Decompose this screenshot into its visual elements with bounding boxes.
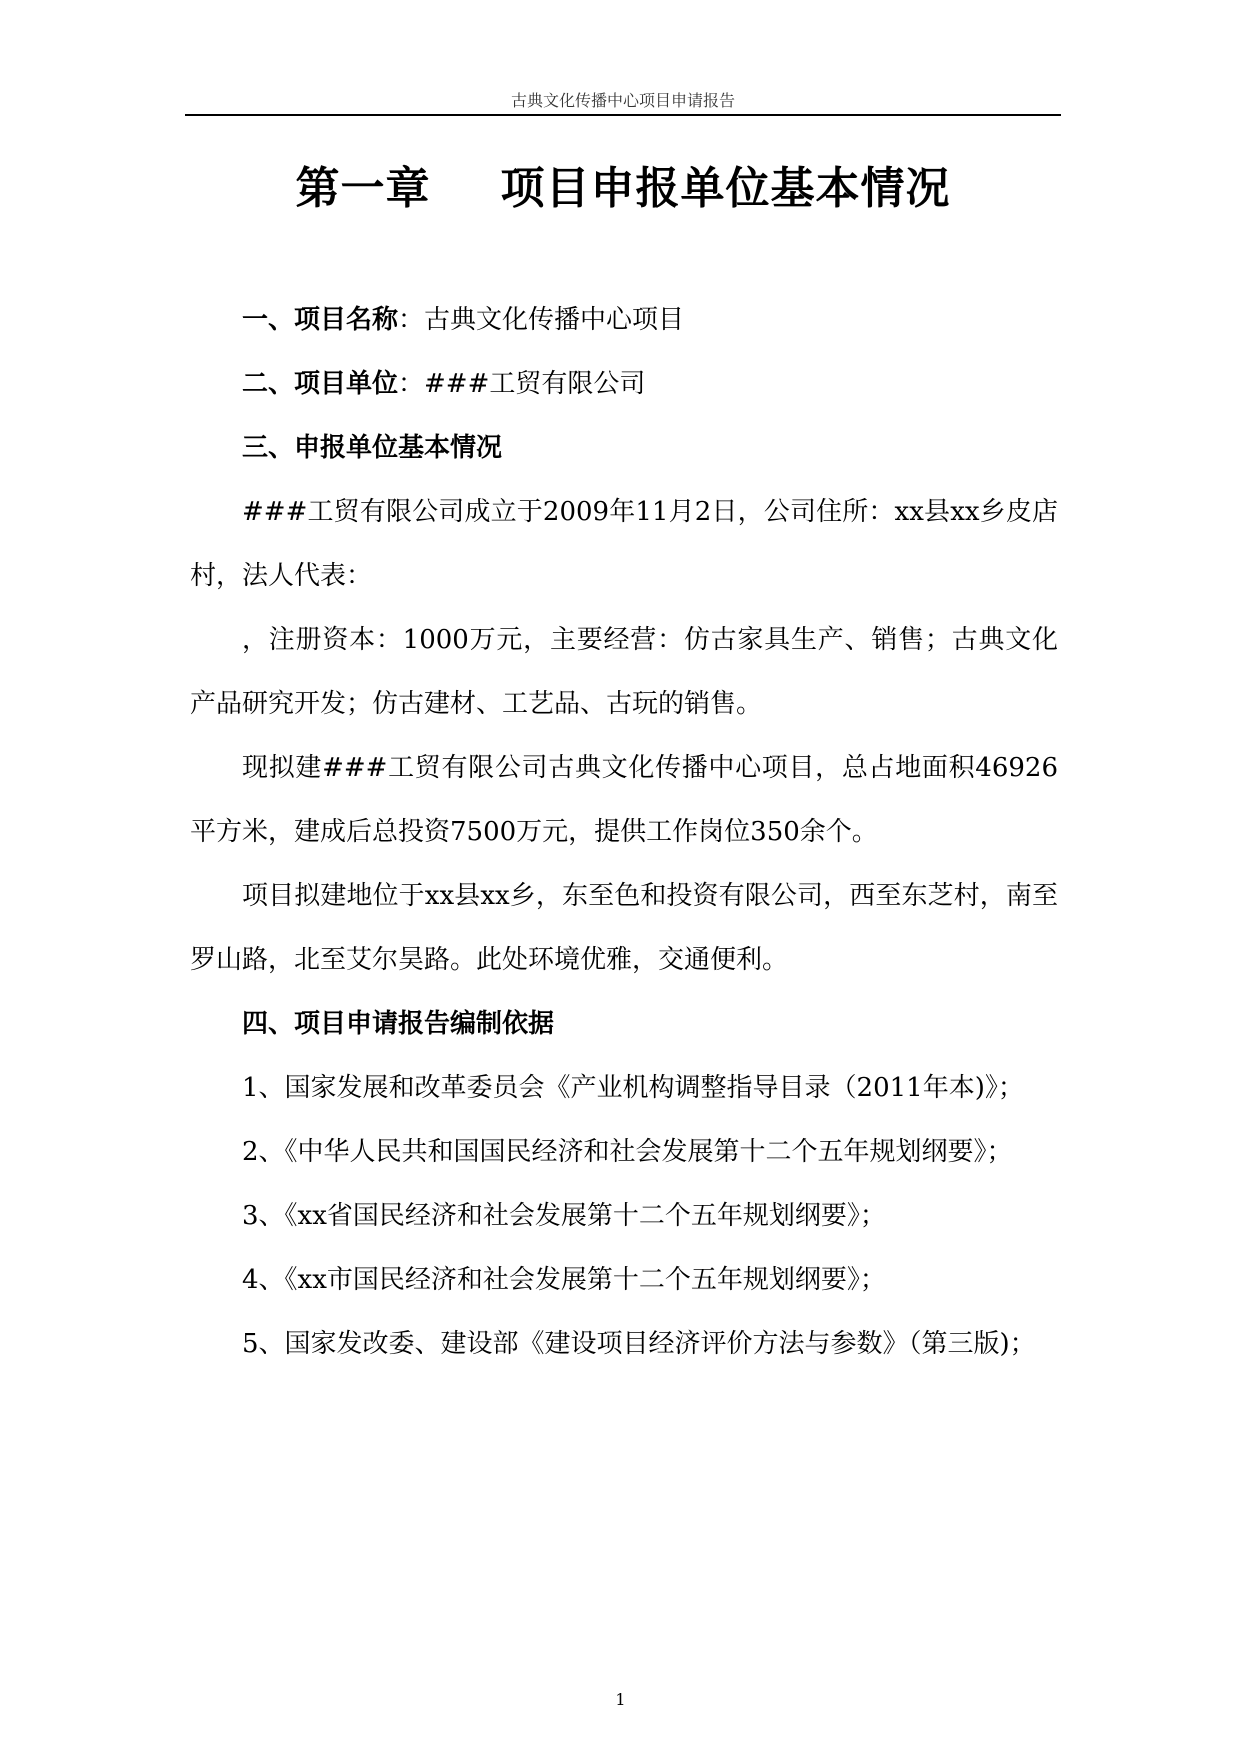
basis-item: 2、《中华人民共和国国民经济和社会发展第十二个五年规划纲要》； <box>242 1137 1013 1167</box>
project-unit-label: 二、项目单位 <box>242 369 399 399</box>
header-divider <box>185 114 1061 116</box>
page-number: 1 <box>615 1690 626 1709</box>
applicant-section-heading <box>190 416 1058 480</box>
project-name-value: ：古典文化传播中心项目 <box>398 305 685 335</box>
project-location-paragraph: 项目拟建地位于xx县xx乡，东至色和投资有限公司，西至东芝村，南至罗山路，北至艾尔昊路。此处环境优雅，交通便利。 <box>190 881 1058 975</box>
chapter-heading: 项目申报单位基本情况 <box>500 163 951 214</box>
document-body <box>190 288 1058 1376</box>
company-business-paragraph: ，注册资本：1000万元，主要经营：仿古家具生产、销售；古典文化产品研究开发；仿古建材、工艺品、古玩的销售。 <box>190 625 1058 719</box>
basis-section-heading <box>190 992 1058 1056</box>
basis-section-heading-text: 四、项目申请报告编制依据 <box>242 1009 555 1039</box>
basis-item: 4、《xx市国民经济和社会发展第十二个五年规划纲要》； <box>242 1265 886 1295</box>
project-unit-line <box>190 352 1058 416</box>
basis-item: 5、国家发改委、建设部《建设项目经济评价方法与参数》（第三版)； <box>242 1329 1036 1359</box>
running-header: 古典文化传播中心项目申请报告 <box>510 91 735 110</box>
basis-item: 1、国家发展和改革委员会《产业机构调整指导目录（2011年本)》； <box>242 1073 1024 1103</box>
project-name-line <box>190 288 1058 352</box>
company-intro-paragraph: ###工贸有限公司成立于2009年11月2日，公司住所：xx县xx乡皮店村，法人代表： <box>190 497 1058 591</box>
applicant-section-heading-text: 三、申报单位基本情况 <box>242 433 503 463</box>
project-plan-paragraph: 现拟建###工贸有限公司古典文化传播中心项目，总占地面积46926平方米，建成后总投资7500万元，提供工作岗位350余个。 <box>190 753 1058 847</box>
basis-item: 3、《xx省国民经济和社会发展第十二个五年规划纲要》； <box>242 1201 886 1231</box>
project-name-label: 一、项目名称 <box>242 305 399 335</box>
chapter-number: 第一章 <box>295 163 431 214</box>
project-unit-value: ：###工贸有限公司 <box>398 369 646 399</box>
chapter-title <box>185 152 1061 216</box>
